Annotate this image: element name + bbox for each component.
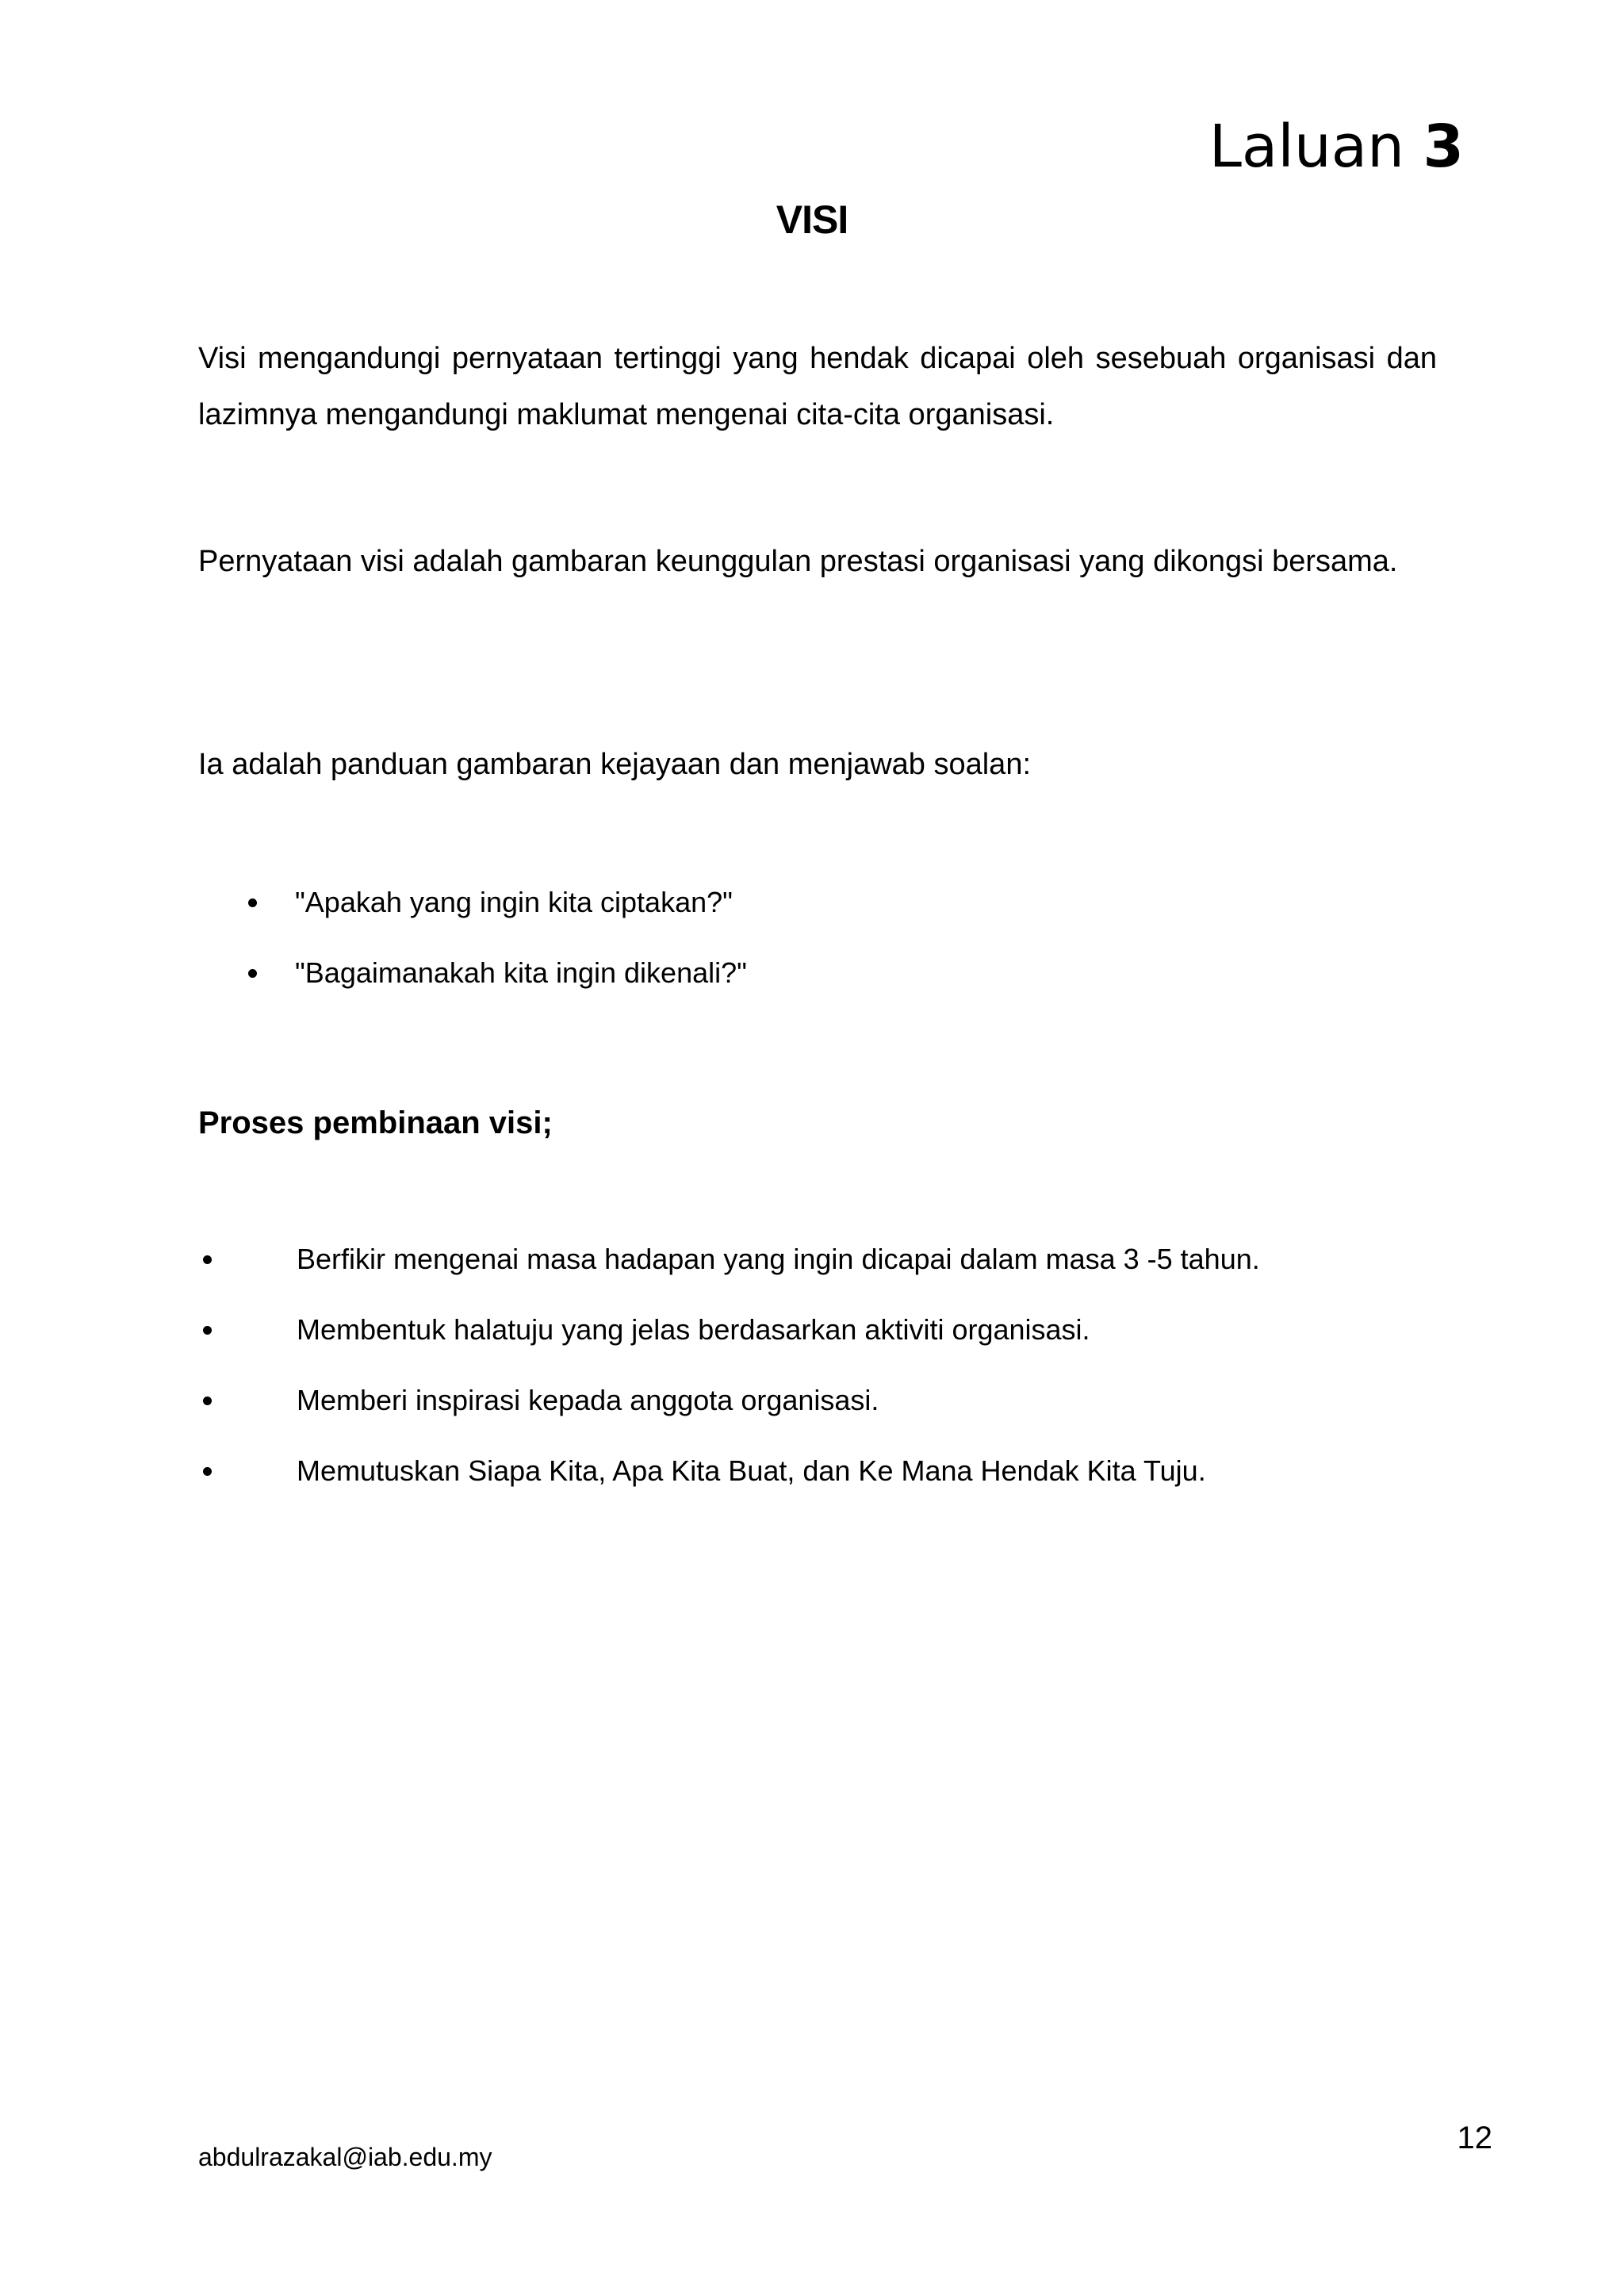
chapter-number: 3: [1423, 113, 1464, 181]
page-title: VISI: [776, 197, 848, 242]
process-step-text: Membentuk halatuju yang jelas berdasarkan aktiviti organisasi.: [297, 1313, 1090, 1346]
chapter-word: Laluan: [1208, 113, 1404, 181]
bullet-icon: [248, 898, 257, 907]
bullet-icon: [203, 1255, 212, 1264]
bullet-icon: [203, 1467, 212, 1476]
process-step-text: Memutuskan Siapa Kita, Apa Kita Buat, dan Ke Mana Hendak Kita Tuju.: [297, 1454, 1206, 1487]
footer-email: abdulrazakal@iab.edu.my: [198, 2143, 492, 2171]
process-heading: Proses pembinaan visi;: [198, 1105, 553, 1140]
process-step-text: Memberi inspirasi kepada anggota organisasi.: [297, 1384, 879, 1416]
bullet-icon: [203, 1397, 212, 1405]
page-number: 12: [1457, 2121, 1492, 2155]
bullet-icon: [248, 969, 257, 978]
paragraph-guidance: Ia adalah panduan gambaran kejayaan dan menjawab soalan:: [198, 748, 1032, 781]
paragraph-shared-vision: Pernyataan visi adalah gambaran keunggulan prestasi organisasi yang dikongsi bersama.: [198, 545, 1398, 578]
bullet-icon: [203, 1326, 212, 1335]
process-step-text: Berfikir mengenai masa hadapan yang ingin dicapai dalam masa 3 -5 tahun.: [297, 1243, 1260, 1275]
question-text: "Bagaimanakah kita ingin dikenali?": [295, 956, 747, 989]
chapter-label: [1208, 113, 1464, 181]
question-text: "Apakah yang ingin kita ciptakan?": [295, 886, 733, 918]
paragraph-definition: Visi mengandungi pernyataan tertinggi yang hendak dicapai oleh sesebuah organisasi dan lazimnya mengandungi maklumat mengenai cita-cita organisasi.: [198, 342, 1437, 431]
